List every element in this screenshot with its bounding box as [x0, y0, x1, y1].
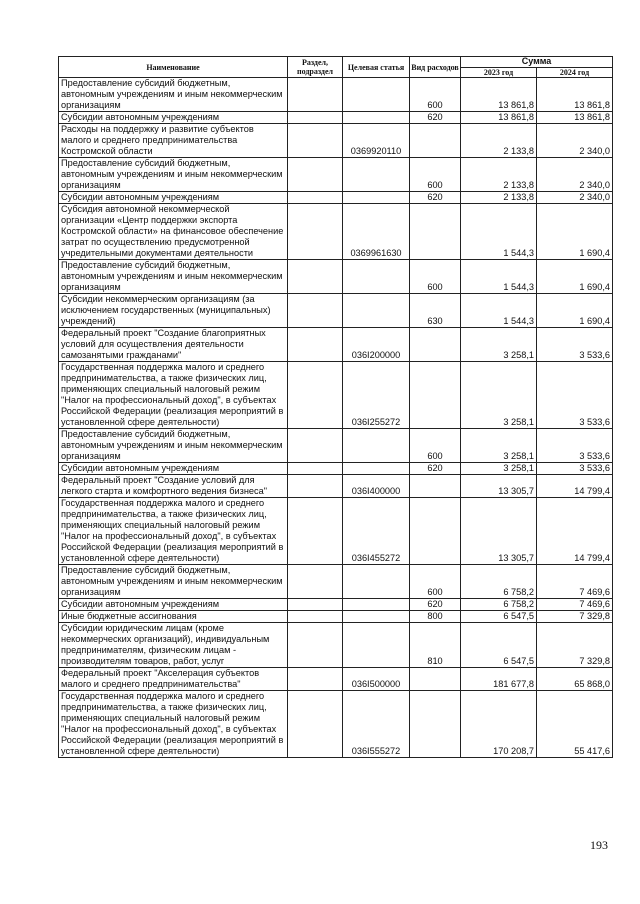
row-sum-2023: 6 758,2 [461, 565, 537, 599]
row-sum-2023: 3 258,1 [461, 362, 537, 429]
row-sum-2023: 3 258,1 [461, 328, 537, 362]
row-sum-2023: 3 258,1 [461, 463, 537, 475]
row-sum-2023: 13 861,8 [461, 78, 537, 112]
table-body [59, 78, 613, 758]
row-type [410, 498, 461, 565]
header-sum: Сумма [461, 57, 613, 68]
page-number: 193 [590, 838, 608, 852]
row-name: Расходы на поддержку и развитие субъектов малого и среднего предпринимательства Костромской области [59, 124, 288, 158]
row-type [410, 204, 461, 260]
row-section [288, 429, 343, 463]
budget-table [58, 56, 613, 758]
row-section [288, 565, 343, 599]
row-sum-2024: 13 861,8 [537, 112, 613, 124]
row-sum-2023: 6 547,5 [461, 623, 537, 668]
row-type [410, 475, 461, 498]
row-sum-2024: 3 533,6 [537, 328, 613, 362]
row-name: Государственная поддержка малого и среднего предпринимательства, а также физических лиц, применяющих специальный налоговый режим "Налог на профессиональный доход", в субъектах Российской Федерации (реализация мероприятий в установленной сфере деятельности) [59, 362, 288, 429]
row-sum-2024: 7 329,8 [537, 611, 613, 623]
row-name: Федеральный проект "Создание условий для легкого старта и комфортного ведения бизнеса" [59, 475, 288, 498]
row-section [288, 260, 343, 294]
row-sum-2023: 2 133,8 [461, 192, 537, 204]
table-row [59, 623, 613, 668]
row-sum-2023: 1 544,3 [461, 204, 537, 260]
row-type [410, 124, 461, 158]
row-sum-2024: 1 690,4 [537, 294, 613, 328]
row-sum-2023: 13 305,7 [461, 475, 537, 498]
row-type: 620 [410, 112, 461, 124]
row-sum-2024: 14 799,4 [537, 475, 613, 498]
row-name: Субсидии некоммерческим организациям (за исключением государственных (муниципальных) учреждений) [59, 294, 288, 328]
row-target: 036I500000 [343, 668, 410, 691]
row-target: 036I455272 [343, 498, 410, 565]
row-target: 0369961630 [343, 204, 410, 260]
header-target: Целевая статья [343, 57, 410, 78]
row-name: Государственная поддержка малого и среднего предпринимательства, а также физических лиц, применяющих специальный налоговый режим "Налог на профессиональный доход", в субъектах Российской Федерации (реализация мероприятий в установленной сфере деятельности) [59, 498, 288, 565]
row-target [343, 463, 410, 475]
table-row [59, 192, 613, 204]
row-name: Субсидии юридическим лицам (кроме некоммерческих организаций), индивидуальным предпринимателям, физическим лицам - производителям товаров, работ, услуг [59, 623, 288, 668]
row-section [288, 192, 343, 204]
row-target [343, 611, 410, 623]
row-name: Предоставление субсидий бюджетным, автономным учреждениям и иным некоммерческим организациям [59, 78, 288, 112]
row-sum-2024: 7 329,8 [537, 623, 613, 668]
row-sum-2023: 2 133,8 [461, 158, 537, 192]
row-sum-2024: 7 469,6 [537, 599, 613, 611]
row-name: Субсидии автономным учреждениям [59, 599, 288, 611]
row-target [343, 112, 410, 124]
table-row [59, 328, 613, 362]
row-type [410, 328, 461, 362]
table-row [59, 112, 613, 124]
row-sum-2023: 1 544,3 [461, 294, 537, 328]
row-name: Федеральный проект "Создание благоприятных условий для осуществления деятельности самозанятыми гражданами" [59, 328, 288, 362]
row-section [288, 463, 343, 475]
row-type: 810 [410, 623, 461, 668]
row-target [343, 429, 410, 463]
row-target [343, 599, 410, 611]
row-sum-2023: 3 258,1 [461, 429, 537, 463]
table-row [59, 691, 613, 758]
row-sum-2024: 7 469,6 [537, 565, 613, 599]
row-section [288, 691, 343, 758]
row-sum-2023: 13 861,8 [461, 112, 537, 124]
row-name: Субсидия автономной некоммерческой организации «Центр поддержки экспорта Костромской области» на финансовое обеспечение затрат по осуществлению предусмотренной учредительными документами деятельности [59, 204, 288, 260]
row-type: 630 [410, 294, 461, 328]
row-section [288, 328, 343, 362]
row-sum-2023: 6 547,5 [461, 611, 537, 623]
row-target: 036I555272 [343, 691, 410, 758]
row-sum-2023: 170 208,7 [461, 691, 537, 758]
header-year-2024: 2024 год [537, 67, 613, 78]
row-type: 600 [410, 429, 461, 463]
table-row [59, 611, 613, 623]
row-sum-2024: 2 340,0 [537, 192, 613, 204]
row-sum-2024: 3 533,6 [537, 362, 613, 429]
row-target [343, 565, 410, 599]
row-target: 036I200000 [343, 328, 410, 362]
row-sum-2024: 1 690,4 [537, 204, 613, 260]
table-row [59, 294, 613, 328]
row-sum-2023: 13 305,7 [461, 498, 537, 565]
table-row [59, 78, 613, 112]
row-section [288, 294, 343, 328]
row-name: Государственная поддержка малого и среднего предпринимательства, а также физических лиц, применяющих специальный налоговый режим "Налог на профессиональный доход", в субъектах Российской Федерации (реализация мероприятий в установленной сфере деятельности) [59, 691, 288, 758]
row-name: Субсидии автономным учреждениям [59, 192, 288, 204]
row-sum-2023: 6 758,2 [461, 599, 537, 611]
row-target: 0369920110 [343, 124, 410, 158]
row-name: Предоставление субсидий бюджетным, автономным учреждениям и иным некоммерческим организациям [59, 260, 288, 294]
row-section [288, 204, 343, 260]
row-sum-2023: 1 544,3 [461, 260, 537, 294]
row-name: Предоставление субсидий бюджетным, автономным учреждениям и иным некоммерческим организациям [59, 429, 288, 463]
row-type: 620 [410, 192, 461, 204]
row-target [343, 78, 410, 112]
row-type: 800 [410, 611, 461, 623]
row-sum-2024: 3 533,6 [537, 429, 613, 463]
table-row [59, 124, 613, 158]
row-name: Субсидии автономным учреждениям [59, 112, 288, 124]
table-row [59, 158, 613, 192]
header-name: Наименование [59, 57, 288, 78]
row-section [288, 599, 343, 611]
row-section [288, 498, 343, 565]
row-target [343, 294, 410, 328]
row-type: 600 [410, 565, 461, 599]
row-name: Субсидии автономным учреждениям [59, 463, 288, 475]
header-year-2023: 2023 год [461, 67, 537, 78]
row-section [288, 623, 343, 668]
row-target [343, 623, 410, 668]
row-section [288, 362, 343, 429]
table-row [59, 565, 613, 599]
row-target [343, 260, 410, 294]
table-row [59, 362, 613, 429]
row-type: 600 [410, 78, 461, 112]
row-type: 600 [410, 260, 461, 294]
row-sum-2024: 55 417,6 [537, 691, 613, 758]
row-sum-2023: 2 133,8 [461, 124, 537, 158]
row-name: Предоставление субсидий бюджетным, автономным учреждениям и иным некоммерческим организациям [59, 565, 288, 599]
row-section [288, 158, 343, 192]
table-row [59, 668, 613, 691]
row-type: 620 [410, 599, 461, 611]
row-section [288, 112, 343, 124]
row-name: Иные бюджетные ассигнования [59, 611, 288, 623]
row-sum-2023: 181 677,8 [461, 668, 537, 691]
row-sum-2024: 2 340,0 [537, 158, 613, 192]
row-target: 036I255272 [343, 362, 410, 429]
table-row [59, 429, 613, 463]
row-type: 620 [410, 463, 461, 475]
row-section [288, 475, 343, 498]
table-row [59, 260, 613, 294]
table-row [59, 498, 613, 565]
row-sum-2024: 13 861,8 [537, 78, 613, 112]
row-type [410, 362, 461, 429]
row-name: Предоставление субсидий бюджетным, автономным учреждениям и иным некоммерческим организациям [59, 158, 288, 192]
table-row [59, 475, 613, 498]
row-type [410, 668, 461, 691]
row-sum-2024: 3 533,6 [537, 463, 613, 475]
row-sum-2024: 65 868,0 [537, 668, 613, 691]
row-target [343, 192, 410, 204]
row-sum-2024: 14 799,4 [537, 498, 613, 565]
header-type: Вид расходов [410, 57, 461, 78]
row-section [288, 668, 343, 691]
row-name: Федеральный проект "Акселерация субъектов малого и среднего предпринимательства" [59, 668, 288, 691]
row-section [288, 611, 343, 623]
row-section [288, 124, 343, 158]
table-row [59, 463, 613, 475]
row-section [288, 78, 343, 112]
header-section: Раздел, подраздел [288, 57, 343, 78]
table-row [59, 204, 613, 260]
row-type: 600 [410, 158, 461, 192]
row-target [343, 158, 410, 192]
table-row [59, 599, 613, 611]
row-target: 036I400000 [343, 475, 410, 498]
row-sum-2024: 2 340,0 [537, 124, 613, 158]
row-sum-2024: 1 690,4 [537, 260, 613, 294]
row-type [410, 691, 461, 758]
